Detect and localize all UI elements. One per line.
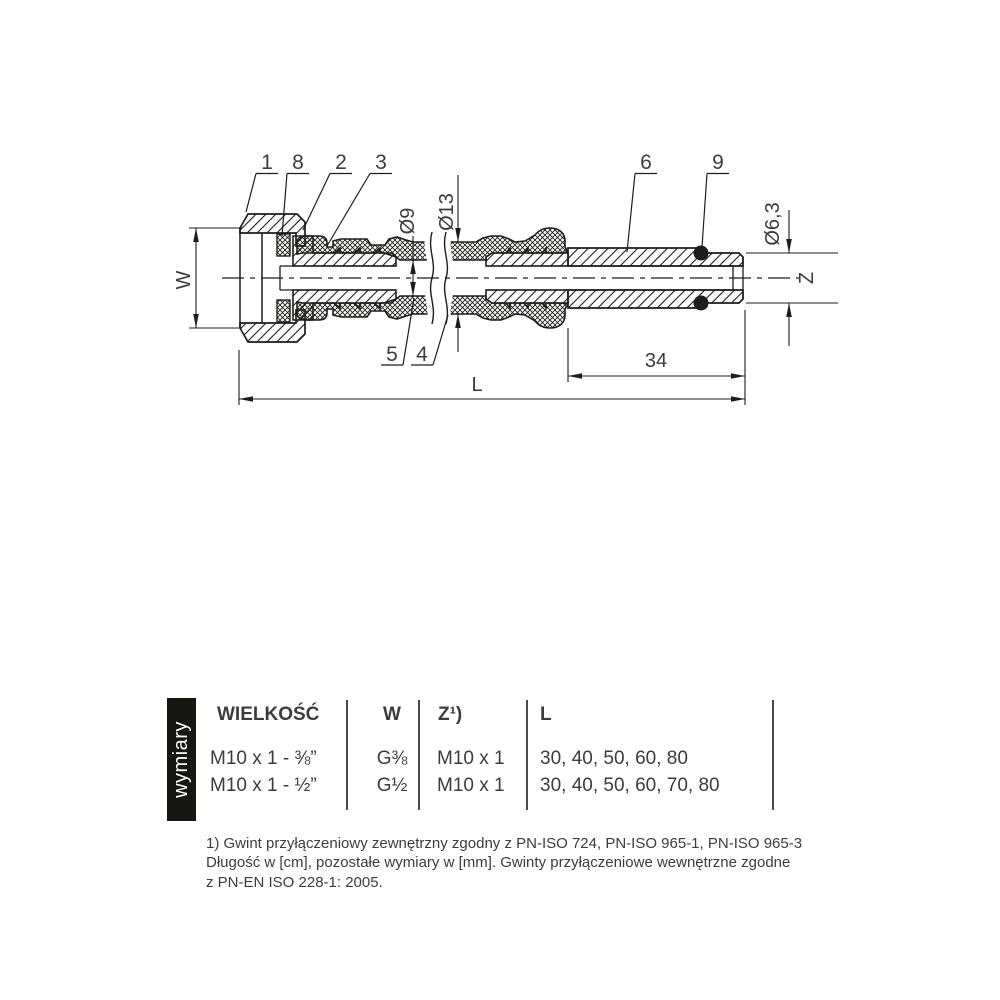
footnote [206,834,802,892]
dim-W: W [173,270,195,290]
callout-4: 4 [416,343,428,366]
dim-L: L [471,374,483,396]
oring-top [694,246,709,261]
table-divider-4 [772,700,774,810]
table-side-tab-label: wymiary [170,721,192,798]
callout-2: 2 [335,151,347,174]
cell-l: 30, 40, 50, 60, 80 [540,748,688,769]
callout-5: 5 [386,343,398,366]
table-divider-2 [418,700,420,810]
footnote-line-3: z PN-EN ISO 228-1: 2005. [206,873,383,891]
callout-8: 8 [292,151,304,174]
dim-d13: Ø13 [436,193,458,231]
gasket-bottom [277,300,290,322]
cell-z: M10 x 1 [437,748,505,769]
dim-d9: Ø9 [397,207,419,235]
tube-bottom-wall [568,290,743,308]
col-header-z: Z¹) [438,704,463,725]
table-side-tab [167,698,196,821]
col-header-size: WIELKOŚĆ [217,704,320,725]
table-divider-3 [526,700,528,810]
callout-6: 6 [640,151,652,174]
cell-l: 30, 40, 50, 60, 70, 80 [540,775,720,796]
callout-3: 3 [375,151,387,174]
drawing-labels [173,151,818,396]
table-divider-1 [346,700,348,810]
callout-1: 1 [261,151,273,174]
footnote-line-2: Długość w [cm], pozostałe wymiary w [mm]. Gwinty przyłączeniowe wewnętrzne zgodne [206,854,791,872]
dim-d63: Ø6,3 [762,202,784,246]
footnote-line-1: 1) Gwint przyłączeniowy zewnętrzny zgodny z PN-ISO 724, PN-ISO 965-1, PN-ISO 965-3 [206,835,803,852]
technical-drawing [0,0,1000,460]
cell-z: M10 x 1 [437,775,505,796]
dim-Z: Z [796,271,818,285]
cell-size: M10 x 1 - ½” [210,775,317,796]
callout-9: 9 [712,151,724,174]
callout-leaders [246,174,729,366]
col-header-w: W [383,704,401,725]
cell-w: G⅜ [376,748,408,769]
cell-size: M10 x 1 - ⅜” [210,748,317,769]
oring-bottom [694,296,709,311]
dim-34: 34 [644,350,668,372]
cell-w: G½ [376,775,408,796]
col-header-l: L [540,704,552,725]
gasket-top [277,234,290,256]
tube-top-wall [568,248,743,266]
